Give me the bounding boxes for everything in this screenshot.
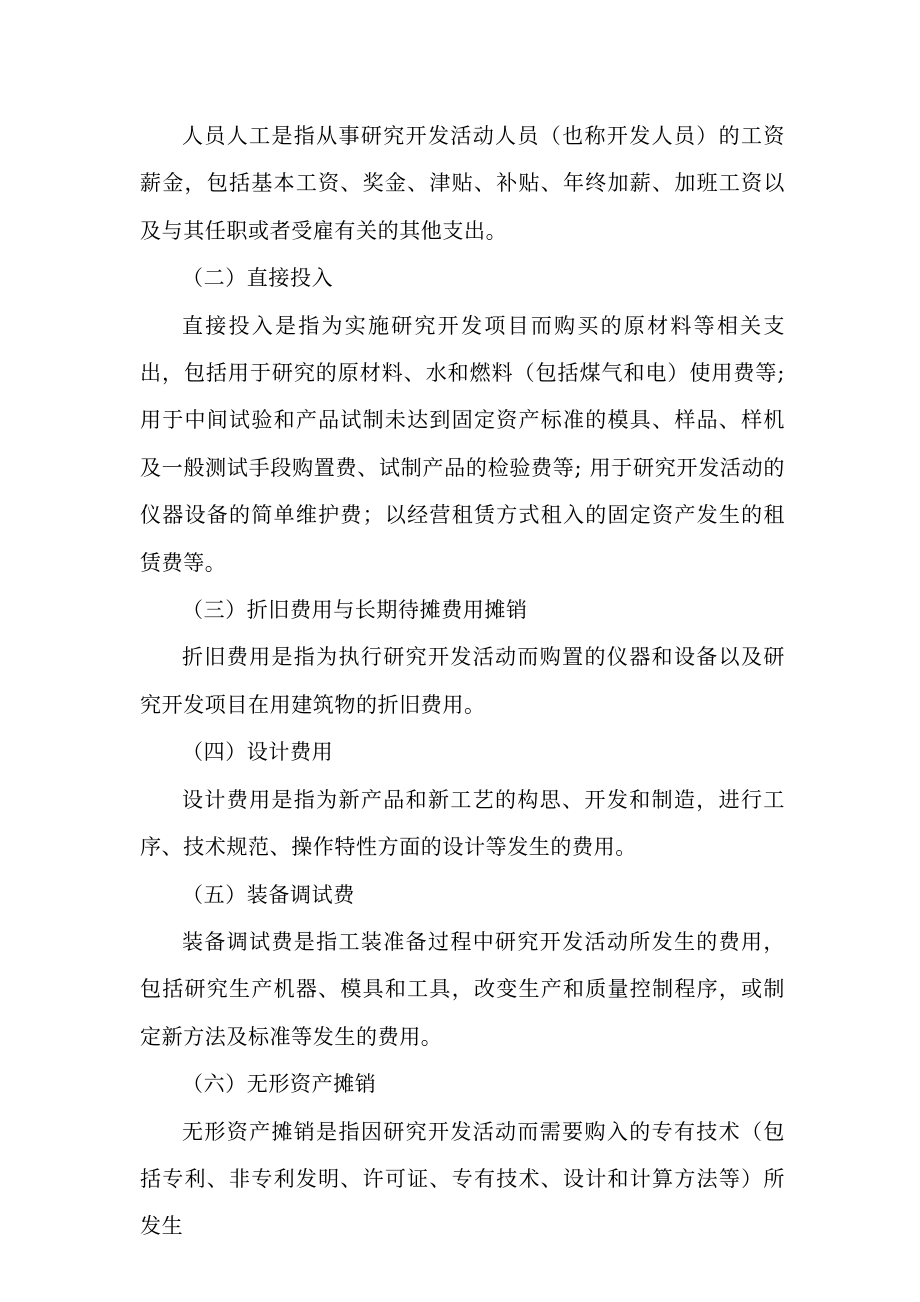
section-heading-intangible-amortization: （六）无形资产摊销 (182, 1072, 377, 1097)
section-heading-design-costs: （四）设计费用 (182, 740, 334, 765)
paragraph-design-costs: 设计费用是指为新产品和新工艺的构思、开发和制造，进行工序、技术规范、操作特性方面的设计等发生的费用。 (140, 787, 785, 860)
paragraph-equipment-debugging: 装备调试费是指工装准备过程中研究开发活动所发生的费用，包括研究生产机器、模具和工具，改变生产和质量控制程序，或制定新方法及标准等发生的费用。 (140, 929, 785, 1049)
paragraph-depreciation: 折旧费用是指为执行研究开发活动而购置的仪器和设备以及研究开发项目在用建筑物的折旧费用。 (140, 645, 785, 717)
paragraph-personnel-costs: 人员人工是指从事研究开发活动人员（也称开发人员）的工资薪金，包括基本工资、奖金、津贴、补贴、年终加薪、加班工资以及与其任职或者受雇有关的其他支出。 (140, 124, 785, 243)
section-heading-direct-input: （二）直接投入 (182, 266, 334, 291)
document-body (140, 113, 785, 1251)
paragraph-intangible-amortization: 无形资产摊销是指因研究开发活动而需要购入的专有技术（包括专利、非专利发明、许可证、专有技术、设计和计算方法等）所发生 (140, 1119, 785, 1239)
paragraph-direct-input: 直接投入是指为实施研究开发项目而购买的原材料等相关支出，包括用于研究的原材料、水和燃料（包括煤气和电）使用费等; 用于中间试验和产品试制未达到固定资产标准的模具、样品、样机及一般测试手段购置费、试制产品的检验费等; 用于研究开发活动的仪器设备的简单维护费；以经营租赁方式租入的固定资产发生的租赁费等。 (140, 313, 785, 575)
section-heading-equipment-debugging: （五）装备调试费 (182, 882, 355, 907)
section-heading-depreciation: （三）折旧费用与长期待摊费用摊销 (182, 598, 528, 623)
